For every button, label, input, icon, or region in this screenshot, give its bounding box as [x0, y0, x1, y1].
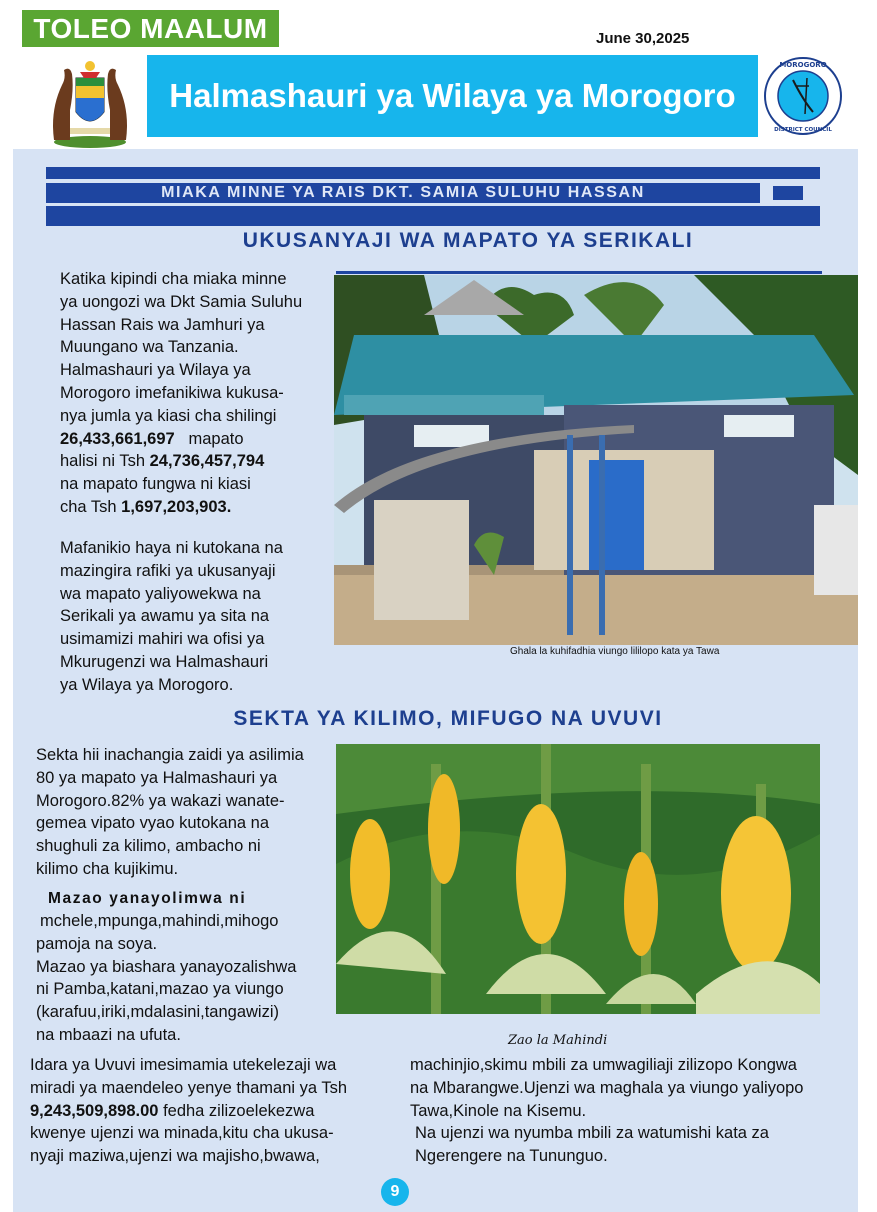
text-line: Mkurugenzi wa Halmashauri: [60, 652, 269, 671]
text-fragment: mapato: [188, 429, 244, 448]
special-edition-badge: TOLEO MAALUM: [22, 10, 279, 47]
district-council-seal-icon: [763, 56, 843, 136]
text-line: [60, 428, 340, 451]
text-line: pamoja na soya.: [36, 934, 158, 953]
decor-square: [773, 186, 803, 200]
text-line: gemea vipato vyao kutokana na: [36, 814, 269, 833]
text-line: mchele,mpunga,mahindi,mihogo: [40, 912, 279, 930]
amount-halisi: 24,736,457,794: [149, 452, 265, 471]
text-line: [60, 450, 340, 473]
text-line: nya jumla ya kiasi cha shilingi: [60, 406, 277, 425]
photo-caption-warehouse: Ghala la kuhifadhia viungo lililopo kata ya Tawa: [510, 646, 720, 657]
text-line: Ngerengere na Tununguo.: [415, 1147, 608, 1166]
text-line: ya Wilaya ya Morogoro.: [60, 675, 234, 694]
text-line: Tawa,Kinole na Kisemu.: [410, 1101, 587, 1120]
amount-fungwa: 1,697,203,903.: [121, 497, 232, 516]
text-line: Serikali ya awamu ya sita na: [60, 607, 270, 626]
text-line: Mafanikio haya ni kutokana na: [60, 539, 283, 557]
decor-bar-top: [46, 167, 820, 179]
text-line: [60, 496, 340, 519]
text-line: Morogoro imefanikiwa kukusa-: [60, 383, 284, 402]
text-line: kwenye ujenzi wa minada,kitu cha ukusa-: [30, 1124, 334, 1143]
text-line: shughuli za kilimo, ambacho ni: [36, 837, 261, 856]
svg-text:DISTRICT COUNCIL: DISTRICT COUNCIL: [774, 127, 832, 133]
text-line: Na ujenzi wa nyumba mbili za watumishi kata za: [415, 1124, 769, 1143]
svg-text:MOROGORO: MOROGORO: [779, 61, 827, 69]
text-line: na mbaazi na ufuta.: [36, 1025, 181, 1044]
amount-total: 26,433,661,697: [60, 429, 175, 448]
maize-photo: [336, 744, 820, 1014]
agriculture-paragraph: [36, 744, 336, 881]
text-line: miradi ya maendeleo yenye thamani ya Tsh: [30, 1078, 348, 1097]
text-line: usimamizi mahiri wa ofisi ya: [60, 630, 265, 649]
issue-date: June 30,2025: [596, 30, 690, 47]
text-line: na mapato fungwa ni kiasi: [60, 475, 251, 494]
amount-fisheries: 9,243,509,898.00: [30, 1101, 159, 1120]
text-line: mazingira rafiki ya ukusanyaji: [60, 561, 276, 580]
page-number: 9: [381, 1178, 409, 1206]
text-line: na Mbarangwe.Ujenzi wa maghala ya viungo yaliyopo: [410, 1078, 804, 1097]
photo-caption-maize: Zao la Mahindi: [508, 1033, 608, 1048]
crops-paragraph: [36, 910, 336, 1047]
text-line: Mazao ya biashara yanayozalishwa: [36, 957, 297, 976]
text-line: Morogoro.82% ya wakazi wanate-: [36, 791, 285, 810]
text-line: Muungano wa Tanzania.: [60, 338, 239, 357]
text-fragment: halisi ni Tsh: [60, 452, 145, 471]
text-line: nyaji maziwa,ujenzi wa majisho,bwawa,: [30, 1147, 320, 1166]
section-rule: [336, 271, 822, 274]
decor-bar-bottom: [46, 206, 820, 226]
revenue-paragraph: [60, 268, 340, 519]
fisheries-paragraph-left: [30, 1054, 410, 1168]
text-line: Hassan Rais wa Jamhuri ya: [60, 315, 265, 334]
fisheries-paragraph-right: [410, 1054, 860, 1168]
text-line: kilimo cha kujikimu.: [36, 859, 179, 878]
text-line: (karafuu,iriki,mdalasini,tangawizi): [36, 1003, 280, 1022]
text-line: Idara ya Uvuvi imesimamia utekelezaji wa: [30, 1056, 337, 1074]
text-line: Katika kipindi cha miaka minne: [60, 270, 287, 288]
subtitle: MIAKA MINNE YA RAIS DKT. SAMIA SULUHU HASSAN: [161, 184, 645, 201]
text-fragment: cha Tsh: [60, 497, 117, 516]
warehouse-photo: [334, 275, 858, 645]
text-line: Sekta hii inachangia zaidi ya asilimia: [36, 746, 304, 764]
text-line: ni Pamba,katani,mazao ya viungo: [36, 980, 284, 999]
coat-of-arms-icon: [40, 50, 140, 150]
text-line: wa mapato yaliyowekwa na: [60, 584, 261, 603]
section-heading-agriculture: SEKTA YA KILIMO, MIFUGO NA UVUVI: [233, 707, 663, 730]
text-line: Halmashauri ya Wilaya ya: [60, 361, 251, 380]
revenue-paragraph-2: [60, 537, 340, 697]
text-line: machinjio,skimu mbili za umwagiliaji zilizopo Kongwa: [410, 1056, 797, 1074]
text-line: [30, 1100, 410, 1123]
section-heading-revenue: UKUSANYAJI WA MAPATO YA SERIKALI: [242, 229, 694, 252]
text-line: ya uongozi wa Dkt Samia Suluhu: [60, 292, 303, 311]
crops-subheading: Mazao yanayolimwa ni: [48, 890, 247, 907]
text-fragment: fedha zilizoelekezwa: [163, 1101, 315, 1120]
text-line: 80 ya mapato ya Halmashauri ya: [36, 768, 278, 787]
page-title: Halmashauri ya Wilaya ya Morogoro: [169, 77, 736, 114]
